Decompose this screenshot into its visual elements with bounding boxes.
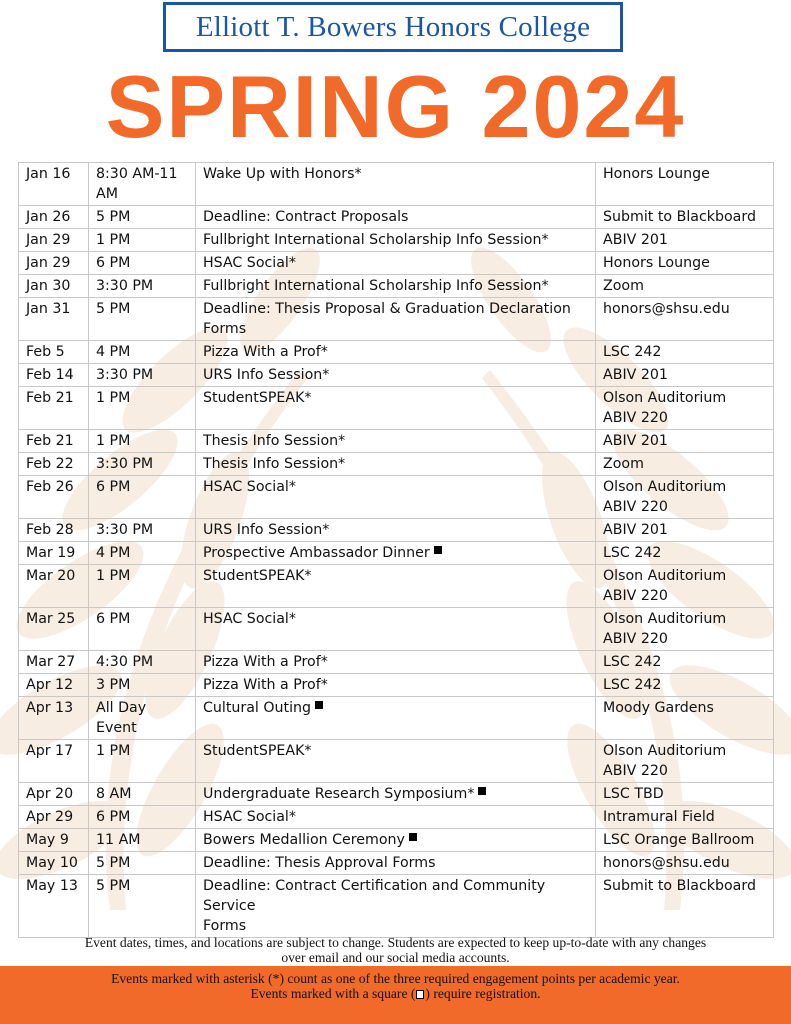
event-name: StudentSPEAK*: [203, 568, 312, 584]
registration-square-icon: [315, 701, 323, 709]
event-location: Olson Auditorium ABIV 220: [603, 743, 727, 779]
event-time-cell: [89, 206, 196, 229]
event-name-cell: [196, 430, 596, 453]
event-date: Apr 13: [26, 700, 74, 716]
table-row: [19, 298, 774, 341]
event-name-cell: [196, 740, 596, 783]
disclaimer-line-1: Event dates, times, and locations are subject to change. Students are expected to keep up-to-date with any changes: [84, 935, 707, 950]
event-date-cell: [19, 252, 89, 275]
event-date-cell: [19, 341, 89, 364]
event-time: 3:30 PM: [96, 278, 154, 294]
event-time: 5 PM: [96, 878, 131, 894]
event-name: StudentSPEAK*: [203, 743, 312, 759]
event-name-cell: [196, 542, 596, 565]
event-time-cell: [89, 829, 196, 852]
event-location-cell: [596, 542, 774, 565]
table-row: [19, 275, 774, 298]
event-location: Honors Lounge: [603, 166, 710, 182]
event-time: 5 PM: [96, 301, 131, 317]
square-note-before: Events marked with a square (: [250, 986, 416, 1001]
event-name-cell: [196, 852, 596, 875]
event-date-cell: [19, 275, 89, 298]
event-time-cell: [89, 740, 196, 783]
table-row: [19, 163, 774, 206]
event-date-cell: [19, 542, 89, 565]
event-location: ABIV 201: [603, 232, 668, 248]
event-date-cell: [19, 476, 89, 519]
event-time: 3:30 PM: [96, 522, 154, 538]
event-name-cell: [196, 651, 596, 674]
event-name: StudentSPEAK*: [203, 390, 312, 406]
footer-band: [0, 966, 791, 1024]
event-location-cell: [596, 453, 774, 476]
event-time-cell: [89, 565, 196, 608]
event-location-cell: [596, 875, 774, 938]
table-row: [19, 206, 774, 229]
term-title: SPRING 2024: [105, 57, 686, 156]
event-location: Intramural Field: [603, 809, 715, 825]
event-location: Olson Auditorium ABIV 220: [603, 390, 727, 426]
event-date: May 9: [26, 832, 69, 848]
table-row: [19, 565, 774, 608]
event-date: Apr 17: [26, 743, 74, 759]
event-location-cell: [596, 674, 774, 697]
event-time-cell: [89, 163, 196, 206]
event-time: 6 PM: [96, 479, 131, 495]
events-table-body: [19, 163, 774, 938]
event-date-cell: [19, 829, 89, 852]
table-row: [19, 430, 774, 453]
footer-notes: [0, 971, 791, 1001]
disclaimer-line-2: over email and our social media accounts.: [281, 950, 510, 965]
event-time: 8:30 AM-11 AM: [96, 166, 178, 202]
event-date: Feb 14: [26, 367, 74, 383]
table-row: [19, 875, 774, 938]
event-date: Feb 22: [26, 456, 74, 472]
table-row: [19, 852, 774, 875]
event-date-cell: [19, 608, 89, 651]
table-row: [19, 806, 774, 829]
event-location-cell: [596, 783, 774, 806]
events-table: [18, 162, 774, 938]
event-time-cell: [89, 341, 196, 364]
event-time: 5 PM: [96, 855, 131, 871]
event-name: Deadline: Contract Proposals: [203, 209, 409, 225]
event-location-cell: [596, 364, 774, 387]
event-location: Olson Auditorium ABIV 220: [603, 568, 727, 604]
registration-square-icon: [478, 787, 486, 795]
event-name-cell: [196, 519, 596, 542]
event-time-cell: [89, 275, 196, 298]
event-location-cell: [596, 163, 774, 206]
event-location-cell: [596, 740, 774, 783]
event-time: 1 PM: [96, 433, 131, 449]
event-date: Jan 31: [26, 301, 71, 317]
event-name: Wake Up with Honors*: [203, 166, 362, 182]
event-name: URS Info Session*: [203, 367, 330, 383]
event-name-cell: [196, 364, 596, 387]
event-time: 4 PM: [96, 545, 131, 561]
event-name: Deadline: Contract Certification and Community Service Forms: [203, 878, 546, 934]
table-row: [19, 829, 774, 852]
event-name: Cultural Outing: [203, 700, 312, 716]
event-date-cell: [19, 651, 89, 674]
square-note-after: ) require registration.: [425, 986, 541, 1001]
event-time: 6 PM: [96, 809, 131, 825]
event-location-cell: [596, 697, 774, 740]
event-location-cell: [596, 387, 774, 430]
event-time-cell: [89, 806, 196, 829]
table-row: [19, 364, 774, 387]
event-location-cell: [596, 806, 774, 829]
table-row: [19, 252, 774, 275]
event-date-cell: [19, 163, 89, 206]
event-name: HSAC Social*: [203, 479, 296, 495]
event-time-cell: [89, 875, 196, 938]
event-time: 1 PM: [96, 568, 131, 584]
event-time-cell: [89, 476, 196, 519]
event-name: Fullbright International Scholarship Info Session*: [203, 278, 549, 294]
event-time: 3:30 PM: [96, 456, 154, 472]
event-name: Pizza With a Prof*: [203, 654, 328, 670]
event-date: Jan 16: [26, 166, 71, 182]
event-location: honors@shsu.edu: [603, 855, 730, 871]
college-name: Elliott T. Bowers Honors College: [195, 10, 591, 43]
event-time-cell: [89, 852, 196, 875]
event-name-cell: [196, 387, 596, 430]
event-location: Honors Lounge: [603, 255, 710, 271]
event-location: LSC TBD: [603, 786, 664, 802]
event-date: Mar 19: [26, 545, 76, 561]
table-row: [19, 674, 774, 697]
event-date: Apr 20: [26, 786, 74, 802]
event-date: Feb 26: [26, 479, 74, 495]
event-name-cell: [196, 565, 596, 608]
event-name-cell: [196, 608, 596, 651]
event-date: Mar 27: [26, 654, 76, 670]
event-name: Deadline: Thesis Proposal & Graduation Declaration Forms: [203, 301, 571, 337]
table-row: [19, 387, 774, 430]
event-name: HSAC Social*: [203, 255, 296, 271]
event-location: LSC 242: [603, 344, 662, 360]
event-location-cell: [596, 476, 774, 519]
event-location-cell: [596, 430, 774, 453]
table-row: [19, 697, 774, 740]
event-name-cell: [196, 829, 596, 852]
event-time-cell: [89, 519, 196, 542]
event-name-cell: [196, 341, 596, 364]
table-row: [19, 341, 774, 364]
table-row: [19, 229, 774, 252]
event-name-cell: [196, 206, 596, 229]
event-name: URS Info Session*: [203, 522, 330, 538]
event-location: honors@shsu.edu: [603, 301, 730, 317]
event-date-cell: [19, 364, 89, 387]
event-time-cell: [89, 697, 196, 740]
event-date-cell: [19, 298, 89, 341]
event-location: LSC 242: [603, 545, 662, 561]
event-name-cell: [196, 229, 596, 252]
event-date: Mar 20: [26, 568, 76, 584]
event-time: 5 PM: [96, 209, 131, 225]
event-time: 8 AM: [96, 786, 132, 802]
event-date: Apr 29: [26, 809, 74, 825]
event-name: Deadline: Thesis Approval Forms: [203, 855, 436, 871]
table-row: [19, 453, 774, 476]
event-time-cell: [89, 542, 196, 565]
event-time: 1 PM: [96, 232, 131, 248]
event-time-cell: [89, 252, 196, 275]
event-name-cell: [196, 453, 596, 476]
event-time-cell: [89, 651, 196, 674]
event-name: Pizza With a Prof*: [203, 344, 328, 360]
event-name-cell: [196, 806, 596, 829]
event-date: Jan 26: [26, 209, 71, 225]
disclaimer: [20, 935, 771, 965]
event-date-cell: [19, 206, 89, 229]
event-date: Jan 30: [26, 278, 71, 294]
event-date: Jan 29: [26, 255, 71, 271]
event-location-cell: [596, 829, 774, 852]
event-date: May 10: [26, 855, 78, 871]
event-time: 1 PM: [96, 743, 131, 759]
event-name: Pizza With a Prof*: [203, 677, 328, 693]
event-date-cell: [19, 430, 89, 453]
square-marker-icon: [416, 990, 424, 999]
event-date: Feb 21: [26, 433, 74, 449]
event-date-cell: [19, 697, 89, 740]
event-name: Bowers Medallion Ceremony: [203, 832, 405, 848]
event-time: 1 PM: [96, 390, 131, 406]
event-location: Submit to Blackboard: [603, 878, 756, 894]
event-date: Feb 21: [26, 390, 74, 406]
event-name: Undergraduate Research Symposium*: [203, 786, 475, 802]
college-name-box: [163, 2, 623, 52]
event-time-cell: [89, 783, 196, 806]
event-time: 6 PM: [96, 255, 131, 271]
event-time: 11 AM: [96, 832, 141, 848]
table-row: [19, 476, 774, 519]
event-location-cell: [596, 651, 774, 674]
event-location: Olson Auditorium ABIV 220: [603, 479, 727, 515]
event-date-cell: [19, 740, 89, 783]
event-time-cell: [89, 364, 196, 387]
event-location: ABIV 201: [603, 367, 668, 383]
event-name: HSAC Social*: [203, 809, 296, 825]
event-name-cell: [196, 875, 596, 938]
event-name: Thesis Info Session*: [203, 433, 346, 449]
event-date: Jan 29: [26, 232, 71, 248]
event-location: Olson Auditorium ABIV 220: [603, 611, 727, 647]
event-date: Apr 12: [26, 677, 74, 693]
table-row: [19, 542, 774, 565]
event-location-cell: [596, 519, 774, 542]
event-location: Moody Gardens: [603, 700, 714, 716]
table-row: [19, 783, 774, 806]
event-location: ABIV 201: [603, 522, 668, 538]
event-name: HSAC Social*: [203, 611, 296, 627]
square-note: [0, 986, 791, 1001]
event-location-cell: [596, 565, 774, 608]
registration-square-icon: [434, 546, 442, 554]
event-time: 6 PM: [96, 611, 131, 627]
event-time-cell: [89, 453, 196, 476]
event-date-cell: [19, 783, 89, 806]
event-date: Mar 25: [26, 611, 76, 627]
table-row: [19, 519, 774, 542]
event-time-cell: [89, 229, 196, 252]
event-time: 4:30 PM: [96, 654, 154, 670]
event-date-cell: [19, 875, 89, 938]
event-location: ABIV 201: [603, 433, 668, 449]
event-location: Zoom: [603, 456, 644, 472]
event-name-cell: [196, 783, 596, 806]
event-location: LSC 242: [603, 677, 662, 693]
event-date-cell: [19, 674, 89, 697]
event-name: Fullbright International Scholarship Info Session*: [203, 232, 549, 248]
event-location-cell: [596, 275, 774, 298]
event-date: Feb 5: [26, 344, 65, 360]
event-date-cell: [19, 229, 89, 252]
event-location-cell: [596, 852, 774, 875]
event-location-cell: [596, 298, 774, 341]
table-row: [19, 608, 774, 651]
event-date-cell: [19, 806, 89, 829]
event-name: Prospective Ambassador Dinner: [203, 545, 430, 561]
registration-square-icon: [409, 833, 417, 841]
event-location-cell: [596, 252, 774, 275]
event-date-cell: [19, 852, 89, 875]
event-time-cell: [89, 298, 196, 341]
event-date-cell: [19, 387, 89, 430]
event-name-cell: [196, 476, 596, 519]
event-location: Zoom: [603, 278, 644, 294]
event-location-cell: [596, 206, 774, 229]
event-location: LSC Orange Ballroom: [603, 832, 755, 848]
event-date: Feb 28: [26, 522, 74, 538]
event-time: 3 PM: [96, 677, 131, 693]
event-time-cell: [89, 387, 196, 430]
event-name-cell: [196, 697, 596, 740]
event-location: LSC 242: [603, 654, 662, 670]
event-name-cell: [196, 298, 596, 341]
table-row: [19, 740, 774, 783]
event-time-cell: [89, 674, 196, 697]
event-location-cell: [596, 229, 774, 252]
event-time: 4 PM: [96, 344, 131, 360]
event-name-cell: [196, 252, 596, 275]
event-name-cell: [196, 275, 596, 298]
event-time: All Day Event: [96, 700, 147, 736]
event-time: 3:30 PM: [96, 367, 154, 383]
event-location: Submit to Blackboard: [603, 209, 756, 225]
event-date-cell: [19, 565, 89, 608]
event-date-cell: [19, 453, 89, 476]
asterisk-note: Events marked with asterisk (*) count as one of the three required engagement points per academic year.: [111, 971, 680, 986]
event-location-cell: [596, 341, 774, 364]
event-date: May 13: [26, 878, 78, 894]
event-name: Thesis Info Session*: [203, 456, 346, 472]
event-location-cell: [596, 608, 774, 651]
event-name-cell: [196, 163, 596, 206]
event-date-cell: [19, 519, 89, 542]
event-name-cell: [196, 674, 596, 697]
event-time-cell: [89, 608, 196, 651]
table-row: [19, 651, 774, 674]
event-time-cell: [89, 430, 196, 453]
